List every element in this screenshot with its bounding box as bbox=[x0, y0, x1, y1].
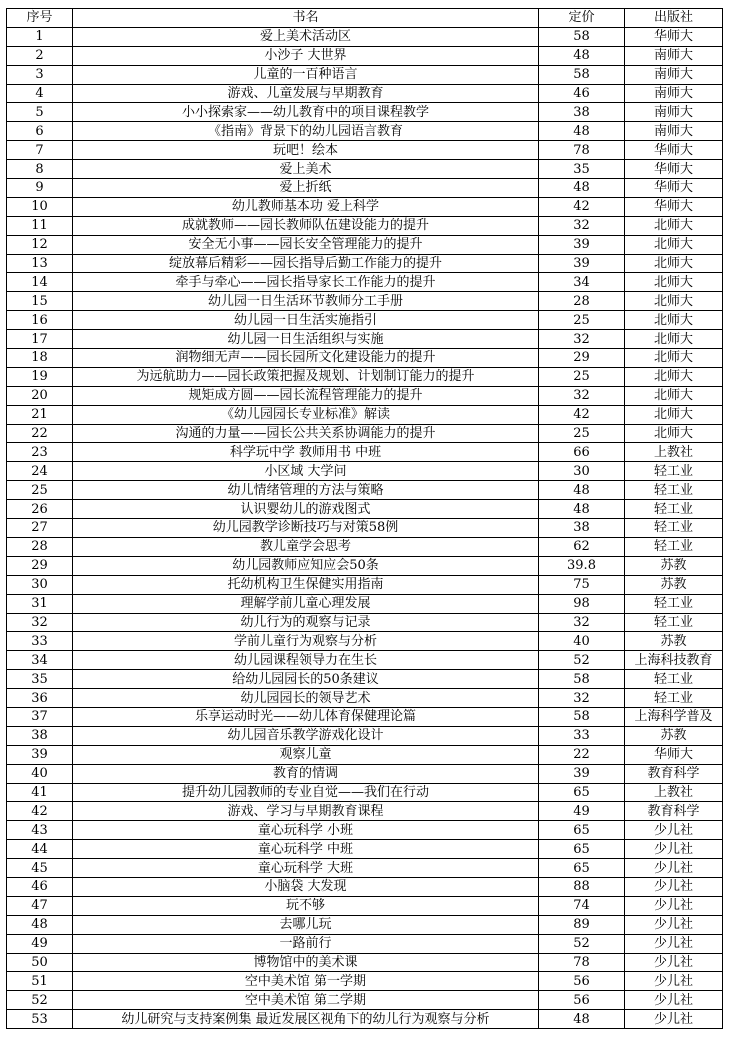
cell-price: 56 bbox=[539, 991, 625, 1010]
table-body bbox=[7, 27, 723, 1028]
cell-publisher: 北师大 bbox=[625, 273, 723, 292]
cell-number: 47 bbox=[7, 896, 73, 915]
table-row bbox=[7, 670, 723, 689]
table-row bbox=[7, 915, 723, 934]
cell-price: 74 bbox=[539, 896, 625, 915]
cell-number: 19 bbox=[7, 367, 73, 386]
cell-publisher: 华师大 bbox=[625, 141, 723, 160]
cell-price: 22 bbox=[539, 745, 625, 764]
cell-number: 11 bbox=[7, 216, 73, 235]
cell-title: 学前儿童行为观察与分析 bbox=[73, 632, 539, 651]
cell-publisher: 少儿社 bbox=[625, 953, 723, 972]
cell-title: 成就教师——园长教师队伍建设能力的提升 bbox=[73, 216, 539, 235]
cell-price: 58 bbox=[539, 27, 625, 46]
cell-number: 14 bbox=[7, 273, 73, 292]
table-row bbox=[7, 707, 723, 726]
cell-number: 44 bbox=[7, 840, 73, 859]
table-row bbox=[7, 519, 723, 538]
cell-price: 48 bbox=[539, 179, 625, 198]
cell-number: 39 bbox=[7, 745, 73, 764]
cell-publisher: 南师大 bbox=[625, 103, 723, 122]
cell-number: 18 bbox=[7, 349, 73, 368]
cell-number: 45 bbox=[7, 859, 73, 878]
cell-price: 35 bbox=[539, 160, 625, 179]
cell-title: 绽放幕后精彩——园长指导后勤工作能力的提升 bbox=[73, 254, 539, 273]
cell-number: 50 bbox=[7, 953, 73, 972]
cell-publisher: 苏教 bbox=[625, 726, 723, 745]
table-row bbox=[7, 160, 723, 179]
cell-number: 10 bbox=[7, 197, 73, 216]
cell-price: 65 bbox=[539, 821, 625, 840]
cell-publisher: 华师大 bbox=[625, 179, 723, 198]
cell-publisher: 教育科学 bbox=[625, 802, 723, 821]
cell-price: 25 bbox=[539, 311, 625, 330]
cell-publisher: 轻工业 bbox=[625, 462, 723, 481]
cell-title: 给幼儿园园长的50条建议 bbox=[73, 670, 539, 689]
table-row bbox=[7, 613, 723, 632]
table-row bbox=[7, 481, 723, 500]
cell-number: 33 bbox=[7, 632, 73, 651]
table-row bbox=[7, 46, 723, 65]
cell-publisher: 少儿社 bbox=[625, 972, 723, 991]
cell-price: 48 bbox=[539, 46, 625, 65]
cell-number: 40 bbox=[7, 764, 73, 783]
cell-publisher: 上海科学普及 bbox=[625, 707, 723, 726]
cell-number: 29 bbox=[7, 556, 73, 575]
cell-number: 41 bbox=[7, 783, 73, 802]
cell-publisher: 北师大 bbox=[625, 330, 723, 349]
cell-price: 52 bbox=[539, 934, 625, 953]
cell-price: 25 bbox=[539, 367, 625, 386]
cell-number: 3 bbox=[7, 65, 73, 84]
table-row bbox=[7, 386, 723, 405]
cell-title: 教育的情调 bbox=[73, 764, 539, 783]
cell-title: 空中美术馆 第一学期 bbox=[73, 972, 539, 991]
cell-title: 游戏、学习与早期教育课程 bbox=[73, 802, 539, 821]
cell-number: 7 bbox=[7, 141, 73, 160]
table-row bbox=[7, 556, 723, 575]
cell-publisher: 少儿社 bbox=[625, 821, 723, 840]
cell-price: 39.8 bbox=[539, 556, 625, 575]
cell-price: 98 bbox=[539, 594, 625, 613]
table-row bbox=[7, 84, 723, 103]
cell-number: 21 bbox=[7, 405, 73, 424]
cell-price: 42 bbox=[539, 197, 625, 216]
cell-publisher: 北师大 bbox=[625, 216, 723, 235]
cell-number: 12 bbox=[7, 235, 73, 254]
cell-title: 幼儿园园长的领导艺术 bbox=[73, 689, 539, 708]
table-row bbox=[7, 953, 723, 972]
cell-price: 32 bbox=[539, 330, 625, 349]
cell-publisher: 北师大 bbox=[625, 367, 723, 386]
cell-title: 幼儿园教学诊断技巧与对策58例 bbox=[73, 519, 539, 538]
cell-title: 幼儿园课程领导力在生长 bbox=[73, 651, 539, 670]
cell-publisher: 轻工业 bbox=[625, 670, 723, 689]
table-row bbox=[7, 991, 723, 1010]
table-row bbox=[7, 65, 723, 84]
cell-publisher: 北师大 bbox=[625, 254, 723, 273]
cell-publisher: 上教社 bbox=[625, 783, 723, 802]
table-row bbox=[7, 424, 723, 443]
cell-publisher: 少儿社 bbox=[625, 896, 723, 915]
table-row bbox=[7, 103, 723, 122]
cell-number: 34 bbox=[7, 651, 73, 670]
cell-title: 观察儿童 bbox=[73, 745, 539, 764]
cell-publisher: 苏教 bbox=[625, 575, 723, 594]
cell-title: 提升幼儿园教师的专业自觉——我们在行动 bbox=[73, 783, 539, 802]
cell-publisher: 上海科技教育 bbox=[625, 651, 723, 670]
cell-number: 43 bbox=[7, 821, 73, 840]
table-row bbox=[7, 273, 723, 292]
cell-price: 39 bbox=[539, 764, 625, 783]
cell-title: 爱上美术活动区 bbox=[73, 27, 539, 46]
cell-title: 幼儿情绪管理的方法与策略 bbox=[73, 481, 539, 500]
cell-price: 34 bbox=[539, 273, 625, 292]
cell-price: 66 bbox=[539, 443, 625, 462]
cell-title: 安全无小事——园长安全管理能力的提升 bbox=[73, 235, 539, 254]
cell-number: 51 bbox=[7, 972, 73, 991]
cell-price: 78 bbox=[539, 141, 625, 160]
cell-publisher: 华师大 bbox=[625, 197, 723, 216]
cell-number: 9 bbox=[7, 179, 73, 198]
cell-price: 42 bbox=[539, 405, 625, 424]
cell-title: 沟通的力量——园长公共关系协调能力的提升 bbox=[73, 424, 539, 443]
cell-price: 39 bbox=[539, 254, 625, 273]
cell-publisher: 苏教 bbox=[625, 632, 723, 651]
cell-publisher: 南师大 bbox=[625, 122, 723, 141]
cell-price: 48 bbox=[539, 500, 625, 519]
cell-number: 2 bbox=[7, 46, 73, 65]
cell-price: 38 bbox=[539, 519, 625, 538]
table-row bbox=[7, 632, 723, 651]
cell-price: 32 bbox=[539, 386, 625, 405]
cell-title: 玩吧！绘本 bbox=[73, 141, 539, 160]
cell-publisher: 少儿社 bbox=[625, 934, 723, 953]
table-row bbox=[7, 311, 723, 330]
cell-publisher: 上教社 bbox=[625, 443, 723, 462]
cell-number: 4 bbox=[7, 84, 73, 103]
cell-publisher: 北师大 bbox=[625, 405, 723, 424]
cell-title: 幼儿教师基本功 爱上科学 bbox=[73, 197, 539, 216]
table-header-row bbox=[7, 9, 723, 28]
cell-number: 26 bbox=[7, 500, 73, 519]
cell-publisher: 华师大 bbox=[625, 160, 723, 179]
table-row bbox=[7, 500, 723, 519]
table-row bbox=[7, 934, 723, 953]
cell-price: 56 bbox=[539, 972, 625, 991]
cell-number: 52 bbox=[7, 991, 73, 1010]
cell-price: 78 bbox=[539, 953, 625, 972]
cell-title: 爱上美术 bbox=[73, 160, 539, 179]
cell-title: 认识婴幼儿的游戏图式 bbox=[73, 500, 539, 519]
cell-publisher: 轻工业 bbox=[625, 594, 723, 613]
cell-title: 童心玩科学 中班 bbox=[73, 840, 539, 859]
cell-price: 40 bbox=[539, 632, 625, 651]
cell-number: 16 bbox=[7, 311, 73, 330]
cell-number: 36 bbox=[7, 689, 73, 708]
table-row bbox=[7, 726, 723, 745]
cell-number: 27 bbox=[7, 519, 73, 538]
cell-price: 33 bbox=[539, 726, 625, 745]
cell-publisher: 北师大 bbox=[625, 292, 723, 311]
cell-price: 65 bbox=[539, 859, 625, 878]
cell-publisher: 少儿社 bbox=[625, 840, 723, 859]
table-row bbox=[7, 972, 723, 991]
cell-number: 53 bbox=[7, 1010, 73, 1029]
table-row bbox=[7, 216, 723, 235]
cell-price: 29 bbox=[539, 349, 625, 368]
cell-number: 48 bbox=[7, 915, 73, 934]
cell-publisher: 北师大 bbox=[625, 235, 723, 254]
table-row bbox=[7, 896, 723, 915]
cell-number: 20 bbox=[7, 386, 73, 405]
table-row bbox=[7, 537, 723, 556]
cell-price: 62 bbox=[539, 537, 625, 556]
cell-price: 58 bbox=[539, 707, 625, 726]
cell-price: 46 bbox=[539, 84, 625, 103]
cell-publisher: 南师大 bbox=[625, 46, 723, 65]
cell-publisher: 轻工业 bbox=[625, 500, 723, 519]
cell-price: 58 bbox=[539, 670, 625, 689]
cell-price: 32 bbox=[539, 613, 625, 632]
cell-number: 6 bbox=[7, 122, 73, 141]
cell-title: 托幼机构卫生保健实用指南 bbox=[73, 575, 539, 594]
cell-title: 一路前行 bbox=[73, 934, 539, 953]
table-row bbox=[7, 197, 723, 216]
table-row bbox=[7, 349, 723, 368]
cell-price: 28 bbox=[539, 292, 625, 311]
cell-title: 幼儿行为的观察与记录 bbox=[73, 613, 539, 632]
cell-title: 去哪儿玩 bbox=[73, 915, 539, 934]
table-row bbox=[7, 27, 723, 46]
table-row bbox=[7, 594, 723, 613]
table-row bbox=[7, 764, 723, 783]
cell-title: 教儿童学会思考 bbox=[73, 537, 539, 556]
cell-publisher: 教育科学 bbox=[625, 764, 723, 783]
cell-number: 5 bbox=[7, 103, 73, 122]
cell-title: 幼儿园一日生活实施指引 bbox=[73, 311, 539, 330]
cell-title: 小脑袋 大发现 bbox=[73, 877, 539, 896]
cell-price: 49 bbox=[539, 802, 625, 821]
cell-publisher: 华师大 bbox=[625, 27, 723, 46]
header-price: 定价 bbox=[539, 9, 625, 28]
cell-price: 25 bbox=[539, 424, 625, 443]
book-list-table bbox=[6, 8, 723, 1029]
table-row bbox=[7, 254, 723, 273]
cell-price: 75 bbox=[539, 575, 625, 594]
cell-price: 32 bbox=[539, 689, 625, 708]
cell-publisher: 轻工业 bbox=[625, 613, 723, 632]
cell-title: 幼儿研究与支持案例集 最近发展区视角下的幼儿行为观察与分析 bbox=[73, 1010, 539, 1029]
cell-title: 为远航助力——园长政策把握及规划、计划制订能力的提升 bbox=[73, 367, 539, 386]
cell-publisher: 少儿社 bbox=[625, 991, 723, 1010]
table-row bbox=[7, 821, 723, 840]
cell-number: 46 bbox=[7, 877, 73, 896]
cell-price: 52 bbox=[539, 651, 625, 670]
cell-price: 30 bbox=[539, 462, 625, 481]
cell-title: 爱上折纸 bbox=[73, 179, 539, 198]
cell-number: 23 bbox=[7, 443, 73, 462]
table-row bbox=[7, 802, 723, 821]
table-row bbox=[7, 179, 723, 198]
cell-title: 《幼儿园园长专业标准》解读 bbox=[73, 405, 539, 424]
cell-number: 35 bbox=[7, 670, 73, 689]
cell-number: 31 bbox=[7, 594, 73, 613]
table-row bbox=[7, 122, 723, 141]
table-row bbox=[7, 462, 723, 481]
cell-publisher: 轻工业 bbox=[625, 537, 723, 556]
cell-title: 幼儿园一日生活组织与实施 bbox=[73, 330, 539, 349]
cell-title: 小沙子 大世界 bbox=[73, 46, 539, 65]
table-row bbox=[7, 235, 723, 254]
cell-number: 1 bbox=[7, 27, 73, 46]
cell-publisher: 北师大 bbox=[625, 424, 723, 443]
cell-price: 48 bbox=[539, 1010, 625, 1029]
cell-number: 25 bbox=[7, 481, 73, 500]
cell-price: 38 bbox=[539, 103, 625, 122]
cell-number: 30 bbox=[7, 575, 73, 594]
cell-publisher: 少儿社 bbox=[625, 859, 723, 878]
cell-publisher: 北师大 bbox=[625, 386, 723, 405]
cell-price: 48 bbox=[539, 122, 625, 141]
cell-number: 49 bbox=[7, 934, 73, 953]
cell-publisher: 南师大 bbox=[625, 65, 723, 84]
cell-publisher: 轻工业 bbox=[625, 519, 723, 538]
cell-price: 39 bbox=[539, 235, 625, 254]
cell-number: 13 bbox=[7, 254, 73, 273]
table-row bbox=[7, 292, 723, 311]
cell-title: 幼儿园教师应知应会50条 bbox=[73, 556, 539, 575]
header-publisher: 出版社 bbox=[625, 9, 723, 28]
cell-title: 空中美术馆 第二学期 bbox=[73, 991, 539, 1010]
cell-price: 32 bbox=[539, 216, 625, 235]
cell-number: 32 bbox=[7, 613, 73, 632]
cell-publisher: 少儿社 bbox=[625, 915, 723, 934]
table-row bbox=[7, 689, 723, 708]
cell-price: 65 bbox=[539, 840, 625, 859]
cell-number: 8 bbox=[7, 160, 73, 179]
table-row bbox=[7, 405, 723, 424]
cell-title: 幼儿园音乐教学游戏化设计 bbox=[73, 726, 539, 745]
cell-title: 理解学前儿童心理发展 bbox=[73, 594, 539, 613]
cell-title: 童心玩科学 小班 bbox=[73, 821, 539, 840]
cell-title: 游戏、儿童发展与早期教育 bbox=[73, 84, 539, 103]
cell-price: 89 bbox=[539, 915, 625, 934]
table-row bbox=[7, 840, 723, 859]
table-row bbox=[7, 1010, 723, 1029]
cell-title: 小小探索家——幼儿教育中的项目课程教学 bbox=[73, 103, 539, 122]
cell-number: 38 bbox=[7, 726, 73, 745]
table-row bbox=[7, 367, 723, 386]
cell-title: 博物馆中的美术课 bbox=[73, 953, 539, 972]
cell-publisher: 华师大 bbox=[625, 745, 723, 764]
cell-number: 17 bbox=[7, 330, 73, 349]
table-row bbox=[7, 443, 723, 462]
cell-publisher: 少儿社 bbox=[625, 877, 723, 896]
cell-number: 37 bbox=[7, 707, 73, 726]
cell-number: 22 bbox=[7, 424, 73, 443]
cell-publisher: 北师大 bbox=[625, 311, 723, 330]
table-row bbox=[7, 877, 723, 896]
table-row bbox=[7, 330, 723, 349]
cell-title: 玩不够 bbox=[73, 896, 539, 915]
cell-title: 科学玩中学 教师用书 中班 bbox=[73, 443, 539, 462]
cell-number: 28 bbox=[7, 537, 73, 556]
cell-number: 24 bbox=[7, 462, 73, 481]
cell-price: 58 bbox=[539, 65, 625, 84]
cell-title: 规矩成方圆——园长流程管理能力的提升 bbox=[73, 386, 539, 405]
cell-title: 儿童的一百种语言 bbox=[73, 65, 539, 84]
cell-price: 65 bbox=[539, 783, 625, 802]
cell-title: 童心玩科学 大班 bbox=[73, 859, 539, 878]
table-row bbox=[7, 745, 723, 764]
cell-publisher: 轻工业 bbox=[625, 481, 723, 500]
cell-number: 15 bbox=[7, 292, 73, 311]
table-row bbox=[7, 783, 723, 802]
cell-number: 42 bbox=[7, 802, 73, 821]
cell-title: 小区域 大学问 bbox=[73, 462, 539, 481]
cell-price: 48 bbox=[539, 481, 625, 500]
table-row bbox=[7, 651, 723, 670]
cell-title: 牵手与牵心——园长指导家长工作能力的提升 bbox=[73, 273, 539, 292]
table-row bbox=[7, 575, 723, 594]
cell-title: 润物细无声——园长园所文化建设能力的提升 bbox=[73, 349, 539, 368]
cell-price: 88 bbox=[539, 877, 625, 896]
cell-title: 《指南》背景下的幼儿园语言教育 bbox=[73, 122, 539, 141]
cell-publisher: 少儿社 bbox=[625, 1010, 723, 1029]
cell-publisher: 南师大 bbox=[625, 84, 723, 103]
table-row bbox=[7, 859, 723, 878]
header-number: 序号 bbox=[7, 9, 73, 28]
header-title: 书名 bbox=[73, 9, 539, 28]
cell-title: 乐享运动时光——幼儿体育保健理论篇 bbox=[73, 707, 539, 726]
cell-publisher: 北师大 bbox=[625, 349, 723, 368]
cell-publisher: 轻工业 bbox=[625, 689, 723, 708]
cell-title: 幼儿园一日生活环节教师分工手册 bbox=[73, 292, 539, 311]
table-row bbox=[7, 141, 723, 160]
cell-publisher: 苏教 bbox=[625, 556, 723, 575]
